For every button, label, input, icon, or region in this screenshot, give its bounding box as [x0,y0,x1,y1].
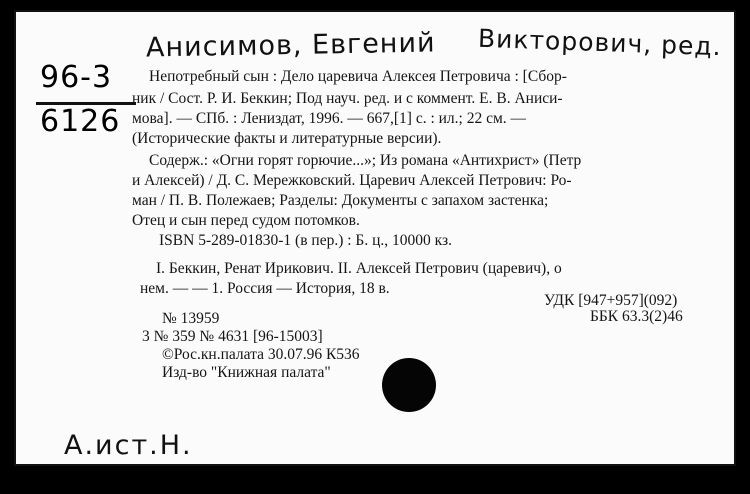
handwritten-author: Анисимов, Евгений [145,27,436,64]
catalog-card [14,10,736,466]
record-number: № 13959 [162,310,220,327]
publisher-line: Изд-во "Книжная палата" [162,364,331,381]
tracing-line-2: нем. — — 1. Россия — История, 18 в. [140,280,390,297]
tracing-line-1: I. Беккин, Ренат Ирикович. II. Алексей Петрович (царевич), о [156,260,562,277]
handwritten-department-mark: А.ист.Н. [64,430,193,461]
contents-line-3: ман / П. В. Полежаев; Разделы: Документы с запахом застенка; [132,192,549,209]
bbk-code: ББК 63.3(2)46 [590,308,683,325]
title-line-2: ник / Сост. Р. И. Беккин; Под науч. ред. и с коммент. Е. В. Аниси- [132,90,563,107]
contents-line-1: Содерж.: «Огни горят горючие...»; Из романа «Антихрист» (Петр [149,152,582,169]
series-line: (Исторические факты и литературные версии). [132,130,442,147]
isbn-line: ISBN 5-289-01830-1 (в пер.) : Б. ц., 10000 кз. [159,232,452,249]
call-number-top: 96-3 [40,60,113,95]
title-line-1: Непотребный сын : Дело царевича Алексея Петровича : [Сбор- [149,68,567,85]
contents-line-4: Отец и сын перед судом потомков. [132,212,360,229]
call-number-bottom: 6126 [40,104,121,139]
udk-code: УДК [947+957](092) [544,292,678,309]
handwritten-editor: Викторович, ред. [477,23,723,62]
title-line-3: мова]. — СПб. : Лениздат, 1996. — 667,[1] с. : ил.; 22 см. — [132,110,527,127]
registration-line: 3 № 359 № 4631 [96-15003] [142,328,323,345]
contents-line-2: и Алексей) / Д. С. Мережковский. Царевич Алексей Петрович: Ро- [132,172,572,189]
copyright-line: ©Рос.кн.палата 30.07.96 К536 [162,346,360,363]
punch-hole [382,358,436,412]
